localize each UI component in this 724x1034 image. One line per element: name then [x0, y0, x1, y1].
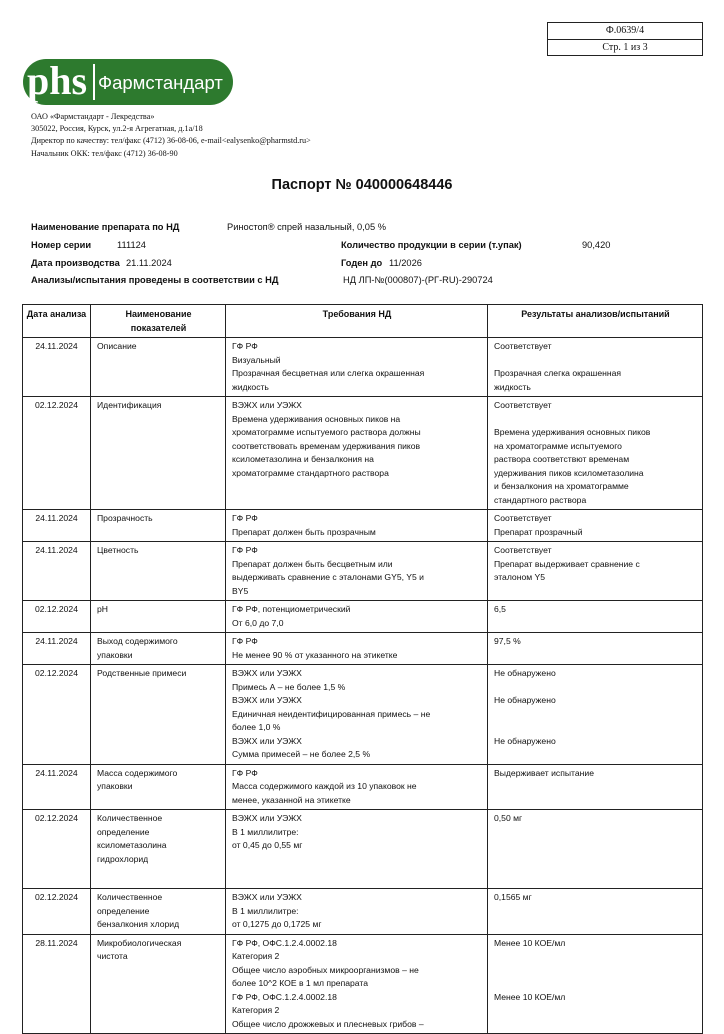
cell-requirement-line: хроматограмме стандартного раствора: [232, 467, 389, 478]
cell-result-line: [494, 721, 697, 735]
cell-requirement-line: ГФ РФ: [232, 636, 258, 646]
cell-indicator: [91, 633, 226, 665]
cell-requirement-line: более 10^2 КОЕ в 1 мл препарата: [232, 978, 369, 988]
cell-indicator-line: чистота: [97, 951, 128, 961]
cell-requirement-line: ГФ РФ, потенциометрический: [232, 604, 351, 614]
cell-requirement-line: жидкость: [232, 381, 269, 392]
form-code-box: [547, 22, 703, 56]
cell-result-line: [494, 950, 697, 964]
cell-result: [488, 510, 703, 542]
cell-requirement-line: ГФ РФ: [232, 513, 258, 523]
cell-result-line: Не обнаружено: [494, 695, 556, 705]
cell-result-line: и бензалкония на хроматограмме: [494, 481, 629, 491]
header-date: Дата анализа: [23, 305, 91, 338]
nd-value: НД ЛП-№(000807)-(РГ-RU)-290724: [343, 275, 493, 285]
series-label: Номер серии: [31, 240, 92, 250]
cell-requirement-line: Не менее 90 % от указанного на этикетке: [232, 649, 398, 660]
cell-requirement: [226, 889, 488, 935]
analysis-table: [22, 304, 703, 1034]
cell-requirement-line: Категория 2: [232, 951, 280, 961]
cell-result-line: [494, 681, 697, 695]
cell-result-line: эталоном Y5: [494, 572, 546, 582]
organization-block: [31, 111, 311, 160]
cell-indicator: [91, 338, 226, 397]
cell-indicator-line: Описание: [97, 341, 137, 351]
cell-requirement-line: От 6,0 до 7,0: [232, 617, 284, 628]
cell-requirement: [226, 338, 488, 397]
form-code: Ф.0639/4: [605, 25, 645, 36]
logo-divider: [93, 64, 95, 100]
cell-requirement-line: ВЭЖХ или УЭЖХ: [232, 735, 302, 746]
logo-name: Фармстандарт: [98, 72, 223, 93]
cell-requirement-line: ГФ РФ, ОФС.1.2.4.0002.18: [232, 937, 337, 948]
cell-result: [488, 764, 703, 810]
cell-requirement-line: Времена удерживания основных пиков на: [232, 413, 401, 424]
cell-date: 24.11.2024: [23, 338, 91, 397]
cell-indicator: [91, 397, 226, 510]
cell-requirement-line: Категория 2: [232, 1005, 280, 1015]
header-results: Результаты анализов/испытаний: [488, 305, 703, 338]
cell-requirement: [226, 510, 488, 542]
cell-indicator-line: упаковки: [97, 649, 133, 660]
cell-indicator-line: Цветность: [97, 545, 139, 555]
cell-requirement-line: Общее число аэробных микроорганизмов – не: [232, 964, 419, 975]
cell-date: 28.11.2024: [23, 934, 91, 1034]
org-director: Директор по качеству: тел/факс (4712) 36-08-06, e-mail<ealysenko@pharmstd.ru>: [31, 136, 311, 146]
cell-result-line: на хроматограмме испытуемого: [494, 440, 622, 451]
cell-requirement-line: от 0,45 до 0,55 мг: [232, 840, 303, 850]
cell-indicator-line: определение: [97, 826, 150, 837]
cell-requirement: [226, 934, 488, 1034]
cell-result: [488, 810, 703, 889]
drug-label: Наименование препарата по НД: [31, 222, 180, 232]
cell-result-line: Выдерживает испытание: [494, 767, 594, 778]
cell-result: [488, 934, 703, 1034]
cell-date: 24.11.2024: [23, 542, 91, 601]
cell-requirement-line: Масса содержимого каждой из 10 упаковок не: [232, 781, 417, 791]
cell-indicator-line: бензалкония хлорид: [97, 919, 180, 929]
cell-result-line: 6,5: [494, 604, 506, 614]
org-name: ОАО «Фармстандарт - Лекредства»: [31, 112, 155, 121]
cell-result-line: 0,1565 мг: [494, 892, 532, 902]
org-address: 305022, Россия, Курск, ул.2-я Агрегатная, д.1а/18: [31, 124, 203, 134]
cell-date: 02.12.2024: [23, 889, 91, 935]
header-requirements: Требования НД: [226, 305, 488, 338]
cell-requirement-line: ГФ РФ: [232, 341, 258, 351]
cell-result: [488, 397, 703, 510]
cell-requirement-line: В 1 миллилитре:: [232, 826, 299, 837]
cell-requirement-line: Единичная неидентифицированная примесь – не: [232, 708, 431, 719]
table-row: [23, 810, 703, 889]
cell-result-line: Соответствует: [494, 545, 552, 555]
table-row: [23, 542, 703, 601]
cell-date: 02.12.2024: [23, 601, 91, 633]
cell-requirement: [226, 764, 488, 810]
production-date-value: 21.11.2024: [126, 258, 172, 268]
expiry-value: 11/2026: [389, 258, 422, 268]
header-indicator: Наименование показателей: [91, 305, 226, 338]
pharmstandard-logo: [22, 57, 234, 107]
logo-mark: phs: [27, 58, 88, 103]
cell-requirement-line: ГФ РФ, ОФС.1.2.4.0002.18: [232, 991, 337, 1002]
cell-result-line: Не обнаружено: [494, 735, 556, 746]
table-header-row: [23, 305, 703, 338]
table-row: [23, 633, 703, 665]
cell-requirement: [226, 601, 488, 633]
cell-requirement-line: Препарат должен быть прозрачным: [232, 526, 376, 537]
cell-result-line: Соответствует: [494, 341, 552, 351]
cell-date: 24.11.2024: [23, 633, 91, 665]
org-head: Начальник ОКК: тел/факс (4712) 36-08-90: [31, 148, 178, 158]
cell-indicator-line: Прозрачность: [97, 513, 153, 523]
cell-result: [488, 665, 703, 765]
table-row: [23, 665, 703, 765]
cell-indicator-line: Выход содержимого: [97, 636, 178, 646]
page-number: Стр. 1 из 3: [548, 39, 702, 56]
cell-indicator: [91, 810, 226, 889]
cell-result-line: Времена удерживания основных пиков: [494, 427, 651, 437]
cell-indicator-line: Микробиологическая: [97, 937, 182, 948]
cell-date: 02.12.2024: [23, 397, 91, 510]
cell-requirement-line: ВЭЖХ или УЭЖХ: [232, 892, 302, 902]
production-date-label: Дата производства: [31, 258, 120, 268]
cell-date: 02.12.2024: [23, 810, 91, 889]
cell-result-line: Препарат прозрачный: [494, 526, 583, 537]
cell-date: 02.12.2024: [23, 665, 91, 765]
cell-result-line: 0,50 мг: [494, 813, 523, 823]
cell-result-line: Соответствует: [494, 400, 552, 410]
cell-requirement-line: ГФ РФ: [232, 767, 258, 778]
quantity-label: Количество продукции в серии (т.упак): [341, 240, 522, 250]
table-row: [23, 934, 703, 1034]
table-row: [23, 510, 703, 542]
cell-indicator: [91, 889, 226, 935]
table-row: [23, 397, 703, 510]
cell-requirement: [226, 665, 488, 765]
cell-requirement-line: ВЭЖХ или УЭЖХ: [232, 668, 302, 678]
cell-result: [488, 889, 703, 935]
cell-requirement-line: Примесь А – не более 1,5 %: [232, 681, 346, 692]
cell-requirement-line: Прозрачная бесцветная или слегка окрашенная: [232, 368, 425, 378]
cell-requirement-line: Визуальный: [232, 354, 281, 365]
drug-value: Риностоп® спрей назальный, 0,05 %: [227, 222, 386, 232]
cell-indicator: [91, 542, 226, 601]
cell-indicator-line: Количественное: [97, 892, 163, 902]
cell-requirement-line: Препарат должен быть бесцветным или: [232, 558, 393, 569]
cell-indicator-line: pH: [97, 604, 108, 614]
cell-result-line: Прозрачная слегка окрашенная: [494, 368, 622, 378]
cell-result: [488, 633, 703, 665]
cell-result-line: раствора соответствют временам: [494, 454, 630, 464]
cell-requirement: [226, 542, 488, 601]
cell-result-line: удерживания пиков ксилометазолина: [494, 467, 644, 478]
table-row: [23, 601, 703, 633]
cell-date: 24.11.2024: [23, 510, 91, 542]
cell-requirement-line: хроматограмме испытуемого раствора должны: [232, 427, 421, 437]
cell-result-line: стандартного раствора: [494, 494, 587, 505]
cell-indicator-line: Масса содержимого: [97, 767, 178, 778]
cell-result-line: [494, 413, 697, 427]
cell-requirement-line: выдерживать сравнение с эталонами GY5, Y5 и: [232, 572, 424, 582]
cell-requirement-line: соответствовать временам удерживания пиков: [232, 440, 421, 451]
cell-indicator-line: гидрохлорид: [97, 853, 149, 864]
cell-indicator: [91, 934, 226, 1034]
cell-indicator: [91, 665, 226, 765]
series-value: 111124: [117, 240, 146, 250]
cell-requirement-line: ВЭЖХ или УЭЖХ: [232, 813, 302, 823]
cell-result: [488, 542, 703, 601]
cell-result-line: Менее 10 КОЕ/мл: [494, 991, 566, 1002]
cell-result-line: Менее 10 КОЕ/мл: [494, 937, 566, 948]
cell-requirement-line: более 1,0 %: [232, 722, 281, 732]
cell-result-line: [494, 708, 697, 722]
quantity-value: 90,420: [582, 240, 611, 250]
table-row: [23, 338, 703, 397]
cell-result-line: жидкость: [494, 381, 531, 392]
cell-requirement-line: BY5: [232, 585, 249, 596]
cell-indicator: [91, 601, 226, 633]
cell-requirement: [226, 633, 488, 665]
cell-result: [488, 338, 703, 397]
cell-indicator-line: Идентификация: [97, 400, 162, 410]
table-row: [23, 889, 703, 935]
cell-indicator-line: определение: [97, 905, 150, 916]
cell-requirement-line: ксилометазолина и бензалкония на: [232, 454, 374, 464]
cell-result-line: [494, 354, 697, 368]
cell-result-line: Соответствует: [494, 513, 552, 523]
table-row: [23, 764, 703, 810]
cell-requirement: [226, 397, 488, 510]
cell-date: 24.11.2024: [23, 764, 91, 810]
cell-requirement: [226, 810, 488, 889]
cell-result: [488, 601, 703, 633]
cell-requirement-line: Сумма примесей – не более 2,5 %: [232, 749, 371, 759]
cell-requirement-line: менее, указанной на этикетке: [232, 794, 351, 805]
cell-result-line: [494, 977, 697, 991]
cell-indicator-line: Количественное: [97, 813, 163, 823]
cell-requirement-line: Общее число дрожжевых и плесневых грибов –: [232, 1018, 424, 1029]
cell-indicator-line: Родственные примеси: [97, 668, 187, 678]
page-title: Паспорт № 040000648446: [271, 177, 453, 193]
cell-requirement-line: от 0,1275 до 0,1725 мг: [232, 919, 322, 929]
cell-indicator: [91, 764, 226, 810]
cell-indicator-line: ксилометазолина: [97, 840, 167, 850]
cell-requirement-line: ГФ РФ: [232, 545, 258, 555]
table-body: [23, 338, 703, 1034]
cell-result-line: Не обнаружено: [494, 668, 556, 678]
cell-indicator: [91, 510, 226, 542]
cell-result-line: [494, 964, 697, 978]
nd-label: Анализы/испытания проведены в соответствии с НД: [31, 275, 279, 285]
expiry-label: Годен до: [341, 258, 383, 268]
cell-indicator-line: упаковки: [97, 781, 133, 791]
cell-result-line: 97,5 %: [494, 636, 521, 646]
cell-requirement-line: ВЭЖХ или УЭЖХ: [232, 695, 302, 705]
cell-requirement-line: ВЭЖХ или УЭЖХ: [232, 400, 302, 410]
cell-result-line: Препарат выдерживает сравнение с: [494, 558, 640, 569]
cell-requirement-line: В 1 миллилитре:: [232, 905, 299, 916]
